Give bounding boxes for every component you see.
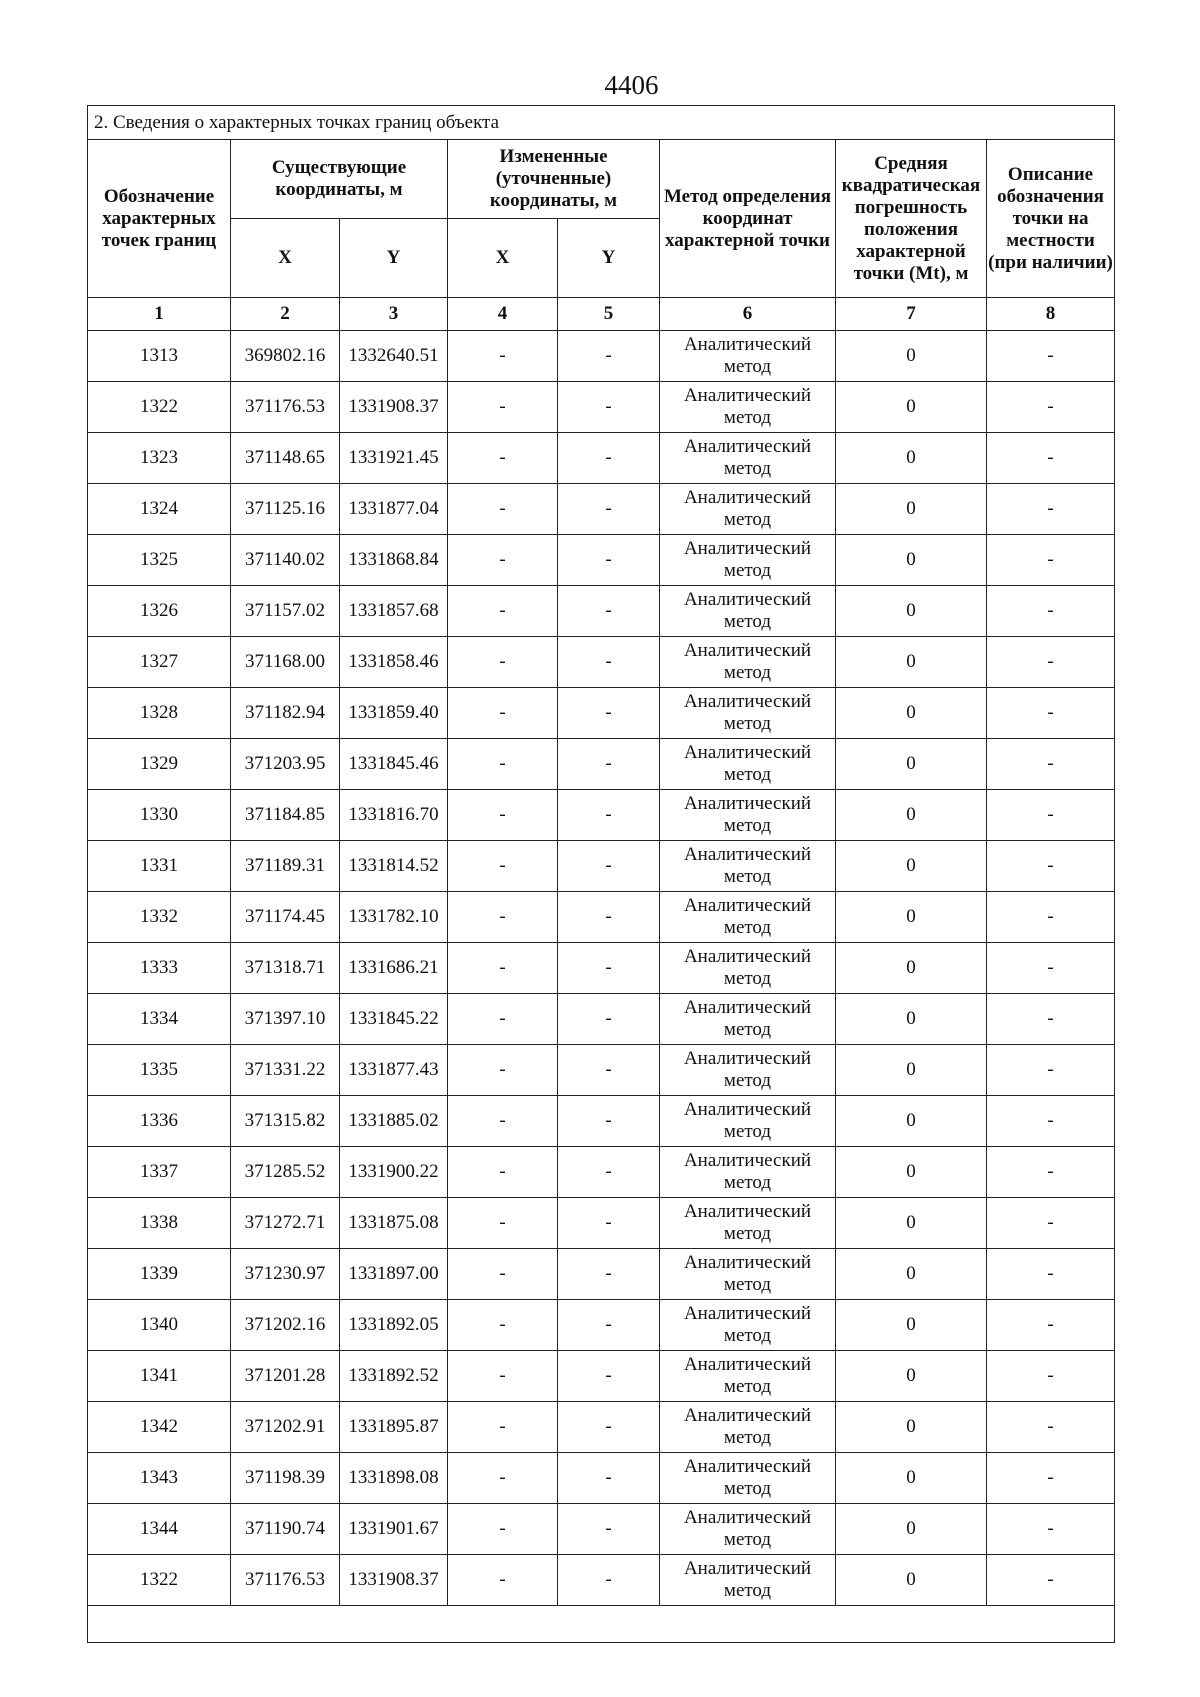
table-row <box>88 739 1115 790</box>
table-row <box>88 1045 1115 1096</box>
error-cell: 0 <box>836 1096 987 1147</box>
point-cell: 1340 <box>88 1300 231 1351</box>
changed-y-cell: - <box>558 1096 660 1147</box>
changed-x-cell: - <box>448 688 558 739</box>
changed-x-cell: - <box>448 382 558 433</box>
column-number: 8 <box>987 298 1115 331</box>
point-cell: 1338 <box>88 1198 231 1249</box>
existing-y-cell: 1331858.46 <box>340 637 448 688</box>
error-cell: 0 <box>836 484 987 535</box>
error-cell: 0 <box>836 739 987 790</box>
changed-x-cell: - <box>448 1300 558 1351</box>
changed-x-cell: - <box>448 1096 558 1147</box>
point-cell: 1339 <box>88 1249 231 1300</box>
method-cell: Аналитический метод <box>660 1198 836 1249</box>
existing-y-cell: 1331845.22 <box>340 994 448 1045</box>
existing-x-cell: 371125.16 <box>231 484 340 535</box>
description-cell: - <box>987 892 1115 943</box>
point-cell: 1329 <box>88 739 231 790</box>
existing-x-cell: 371315.82 <box>231 1096 340 1147</box>
point-cell: 1322 <box>88 382 231 433</box>
method-cell: Аналитический метод <box>660 1351 836 1402</box>
existing-x-cell: 371202.91 <box>231 1402 340 1453</box>
point-cell: 1327 <box>88 637 231 688</box>
method-cell: Аналитический метод <box>660 1453 836 1504</box>
existing-y-cell: 1331857.68 <box>340 586 448 637</box>
table-row <box>88 1453 1115 1504</box>
header-error: Средняя квадратическая погрешность положения характерной точки (Mt), м <box>836 140 987 298</box>
method-cell: Аналитический метод <box>660 1096 836 1147</box>
existing-y-cell: 1331814.52 <box>340 841 448 892</box>
changed-x-cell: - <box>448 1045 558 1096</box>
table-row <box>88 1402 1115 1453</box>
description-cell: - <box>987 1045 1115 1096</box>
point-cell: 1343 <box>88 1453 231 1504</box>
changed-x-cell: - <box>448 1555 558 1606</box>
existing-x-cell: 371202.16 <box>231 1300 340 1351</box>
table-row <box>88 994 1115 1045</box>
existing-x-cell: 371189.31 <box>231 841 340 892</box>
method-cell: Аналитический метод <box>660 586 836 637</box>
changed-y-cell: - <box>558 1198 660 1249</box>
existing-x-cell: 371140.02 <box>231 535 340 586</box>
table-row <box>88 382 1115 433</box>
changed-y-cell: - <box>558 1147 660 1198</box>
error-cell: 0 <box>836 1402 987 1453</box>
changed-x-cell: - <box>448 1504 558 1555</box>
existing-x-cell: 369802.16 <box>231 331 340 382</box>
point-cell: 1325 <box>88 535 231 586</box>
existing-x-cell: 371174.45 <box>231 892 340 943</box>
error-cell: 0 <box>836 1504 987 1555</box>
existing-y-cell: 1331901.67 <box>340 1504 448 1555</box>
point-cell: 1344 <box>88 1504 231 1555</box>
header-changed-y: Y <box>558 219 660 298</box>
column-number: 6 <box>660 298 836 331</box>
existing-x-cell: 371148.65 <box>231 433 340 484</box>
existing-x-cell: 371157.02 <box>231 586 340 637</box>
changed-x-cell: - <box>448 841 558 892</box>
existing-x-cell: 371176.53 <box>231 1555 340 1606</box>
description-cell: - <box>987 841 1115 892</box>
existing-y-cell: 1331892.52 <box>340 1351 448 1402</box>
error-cell: 0 <box>836 1147 987 1198</box>
error-cell: 0 <box>836 1351 987 1402</box>
changed-y-cell: - <box>558 484 660 535</box>
header-description: Описание обозначения точки на местности (при наличии) <box>987 140 1115 298</box>
existing-x-cell: 371285.52 <box>231 1147 340 1198</box>
error-cell: 0 <box>836 382 987 433</box>
table-row <box>88 1504 1115 1555</box>
existing-y-cell: 1331892.05 <box>340 1300 448 1351</box>
method-cell: Аналитический метод <box>660 1045 836 1096</box>
changed-x-cell: - <box>448 790 558 841</box>
method-cell: Аналитический метод <box>660 1300 836 1351</box>
changed-y-cell: - <box>558 943 660 994</box>
method-cell: Аналитический метод <box>660 892 836 943</box>
changed-x-cell: - <box>448 1453 558 1504</box>
point-cell: 1332 <box>88 892 231 943</box>
existing-x-cell: 371201.28 <box>231 1351 340 1402</box>
column-number: 1 <box>88 298 231 331</box>
existing-y-cell: 1331875.08 <box>340 1198 448 1249</box>
changed-x-cell: - <box>448 943 558 994</box>
existing-x-cell: 371182.94 <box>231 688 340 739</box>
method-cell: Аналитический метод <box>660 637 836 688</box>
description-cell: - <box>987 382 1115 433</box>
error-cell: 0 <box>836 688 987 739</box>
point-cell: 1313 <box>88 331 231 382</box>
existing-x-cell: 371272.71 <box>231 1198 340 1249</box>
error-cell: 0 <box>836 1045 987 1096</box>
description-cell: - <box>987 1249 1115 1300</box>
point-cell: 1333 <box>88 943 231 994</box>
column-number: 3 <box>340 298 448 331</box>
boundary-points-table <box>87 105 1115 1643</box>
method-cell: Аналитический метод <box>660 382 836 433</box>
changed-y-cell: - <box>558 994 660 1045</box>
header-existing-coordinates: Существующие координаты, м <box>231 140 448 219</box>
header-changed-coordinates: Измененные (уточненные) координаты, м <box>448 140 660 219</box>
error-cell: 0 <box>836 331 987 382</box>
changed-y-cell: - <box>558 688 660 739</box>
existing-x-cell: 371184.85 <box>231 790 340 841</box>
description-cell: - <box>987 739 1115 790</box>
error-cell: 0 <box>836 1453 987 1504</box>
point-cell: 1331 <box>88 841 231 892</box>
changed-x-cell: - <box>448 586 558 637</box>
description-cell: - <box>987 1096 1115 1147</box>
point-cell: 1337 <box>88 1147 231 1198</box>
table-row <box>88 586 1115 637</box>
point-cell: 1334 <box>88 994 231 1045</box>
description-cell: - <box>987 790 1115 841</box>
existing-y-cell: 1331868.84 <box>340 535 448 586</box>
changed-y-cell: - <box>558 1504 660 1555</box>
error-cell: 0 <box>836 433 987 484</box>
changed-y-cell: - <box>558 1045 660 1096</box>
description-cell: - <box>987 943 1115 994</box>
method-cell: Аналитический метод <box>660 841 836 892</box>
table-row <box>88 1198 1115 1249</box>
point-cell: 1328 <box>88 688 231 739</box>
error-cell: 0 <box>836 535 987 586</box>
changed-y-cell: - <box>558 1453 660 1504</box>
description-cell: - <box>987 331 1115 382</box>
method-cell: Аналитический метод <box>660 1402 836 1453</box>
description-cell: - <box>987 1147 1115 1198</box>
description-cell: - <box>987 1453 1115 1504</box>
description-cell: - <box>987 1555 1115 1606</box>
table-row <box>88 331 1115 382</box>
existing-x-cell: 371397.10 <box>231 994 340 1045</box>
changed-x-cell: - <box>448 331 558 382</box>
table-row <box>88 1249 1115 1300</box>
existing-x-cell: 371176.53 <box>231 382 340 433</box>
point-cell: 1335 <box>88 1045 231 1096</box>
page-number: 4406 <box>604 70 659 100</box>
header-existing-x: X <box>231 219 340 298</box>
table-row <box>88 535 1115 586</box>
description-cell: - <box>987 1402 1115 1453</box>
description-cell: - <box>987 1351 1115 1402</box>
column-number: 2 <box>231 298 340 331</box>
error-cell: 0 <box>836 1249 987 1300</box>
existing-y-cell: 1331686.21 <box>340 943 448 994</box>
existing-y-cell: 1331897.00 <box>340 1249 448 1300</box>
existing-x-cell: 371190.74 <box>231 1504 340 1555</box>
changed-y-cell: - <box>558 892 660 943</box>
existing-y-cell: 1331908.37 <box>340 382 448 433</box>
table-row <box>88 892 1115 943</box>
header-method: Метод определения координат характерной точки <box>660 140 836 298</box>
table-row <box>88 484 1115 535</box>
point-cell: 1342 <box>88 1402 231 1453</box>
existing-x-cell: 371331.22 <box>231 1045 340 1096</box>
point-cell: 1322 <box>88 1555 231 1606</box>
changed-y-cell: - <box>558 637 660 688</box>
table-row <box>88 1147 1115 1198</box>
existing-y-cell: 1331900.22 <box>340 1147 448 1198</box>
existing-y-cell: 1331782.10 <box>340 892 448 943</box>
description-cell: - <box>987 1300 1115 1351</box>
description-cell: - <box>987 535 1115 586</box>
table-row <box>88 1300 1115 1351</box>
description-cell: - <box>987 1504 1115 1555</box>
error-cell: 0 <box>836 586 987 637</box>
description-cell: - <box>987 688 1115 739</box>
point-cell: 1326 <box>88 586 231 637</box>
description-cell: - <box>987 637 1115 688</box>
description-cell: - <box>987 433 1115 484</box>
changed-y-cell: - <box>558 382 660 433</box>
changed-y-cell: - <box>558 790 660 841</box>
column-number: 7 <box>836 298 987 331</box>
changed-y-cell: - <box>558 1300 660 1351</box>
method-cell: Аналитический метод <box>660 994 836 1045</box>
changed-x-cell: - <box>448 1351 558 1402</box>
changed-y-cell: - <box>558 433 660 484</box>
error-cell: 0 <box>836 943 987 994</box>
header-existing-y: Y <box>340 219 448 298</box>
changed-x-cell: - <box>448 1249 558 1300</box>
changed-y-cell: - <box>558 841 660 892</box>
changed-y-cell: - <box>558 535 660 586</box>
existing-y-cell: 1331845.46 <box>340 739 448 790</box>
existing-x-cell: 371318.71 <box>231 943 340 994</box>
method-cell: Аналитический метод <box>660 1147 836 1198</box>
method-cell: Аналитический метод <box>660 1555 836 1606</box>
existing-x-cell: 371230.97 <box>231 1249 340 1300</box>
existing-x-cell: 371198.39 <box>231 1453 340 1504</box>
existing-y-cell: 1331859.40 <box>340 688 448 739</box>
table-footer-empty <box>88 1606 1115 1643</box>
changed-x-cell: - <box>448 994 558 1045</box>
existing-x-cell: 371203.95 <box>231 739 340 790</box>
changed-y-cell: - <box>558 1402 660 1453</box>
point-cell: 1323 <box>88 433 231 484</box>
existing-y-cell: 1331908.37 <box>340 1555 448 1606</box>
changed-x-cell: - <box>448 535 558 586</box>
changed-x-cell: - <box>448 1198 558 1249</box>
method-cell: Аналитический метод <box>660 1249 836 1300</box>
method-cell: Аналитический метод <box>660 943 836 994</box>
description-cell: - <box>987 484 1115 535</box>
existing-y-cell: 1331895.87 <box>340 1402 448 1453</box>
changed-x-cell: - <box>448 433 558 484</box>
point-cell: 1330 <box>88 790 231 841</box>
table-row <box>88 1351 1115 1402</box>
method-cell: Аналитический метод <box>660 1504 836 1555</box>
point-cell: 1341 <box>88 1351 231 1402</box>
existing-y-cell: 1332640.51 <box>340 331 448 382</box>
error-cell: 0 <box>836 637 987 688</box>
column-number: 5 <box>558 298 660 331</box>
point-cell: 1336 <box>88 1096 231 1147</box>
error-cell: 0 <box>836 841 987 892</box>
error-cell: 0 <box>836 892 987 943</box>
table-caption: 2. Сведения о характерных точках границ объекта <box>88 106 1115 140</box>
existing-y-cell: 1331877.04 <box>340 484 448 535</box>
changed-x-cell: - <box>448 1147 558 1198</box>
description-cell: - <box>987 1198 1115 1249</box>
method-cell: Аналитический метод <box>660 790 836 841</box>
table-row <box>88 841 1115 892</box>
description-cell: - <box>987 586 1115 637</box>
existing-y-cell: 1331898.08 <box>340 1453 448 1504</box>
header-designation: Обозначение характерных точек границ <box>88 140 231 298</box>
table-row <box>88 1096 1115 1147</box>
existing-y-cell: 1331816.70 <box>340 790 448 841</box>
table-row <box>88 1555 1115 1606</box>
method-cell: Аналитический метод <box>660 433 836 484</box>
changed-x-cell: - <box>448 1402 558 1453</box>
changed-x-cell: - <box>448 892 558 943</box>
method-cell: Аналитический метод <box>660 688 836 739</box>
changed-y-cell: - <box>558 1555 660 1606</box>
table-row <box>88 433 1115 484</box>
changed-y-cell: - <box>558 1249 660 1300</box>
method-cell: Аналитический метод <box>660 484 836 535</box>
existing-x-cell: 371168.00 <box>231 637 340 688</box>
error-cell: 0 <box>836 790 987 841</box>
table-row <box>88 943 1115 994</box>
changed-y-cell: - <box>558 586 660 637</box>
column-number: 4 <box>448 298 558 331</box>
error-cell: 0 <box>836 1300 987 1351</box>
point-cell: 1324 <box>88 484 231 535</box>
error-cell: 0 <box>836 1555 987 1606</box>
error-cell: 0 <box>836 1198 987 1249</box>
header-changed-x: X <box>448 219 558 298</box>
table-row <box>88 637 1115 688</box>
method-cell: Аналитический метод <box>660 739 836 790</box>
existing-y-cell: 1331885.02 <box>340 1096 448 1147</box>
error-cell: 0 <box>836 994 987 1045</box>
table-row <box>88 688 1115 739</box>
method-cell: Аналитический метод <box>660 535 836 586</box>
changed-x-cell: - <box>448 637 558 688</box>
changed-x-cell: - <box>448 739 558 790</box>
changed-x-cell: - <box>448 484 558 535</box>
description-cell: - <box>987 994 1115 1045</box>
existing-y-cell: 1331921.45 <box>340 433 448 484</box>
changed-y-cell: - <box>558 1351 660 1402</box>
changed-y-cell: - <box>558 739 660 790</box>
table-row <box>88 790 1115 841</box>
existing-y-cell: 1331877.43 <box>340 1045 448 1096</box>
method-cell: Аналитический метод <box>660 331 836 382</box>
changed-y-cell: - <box>558 331 660 382</box>
